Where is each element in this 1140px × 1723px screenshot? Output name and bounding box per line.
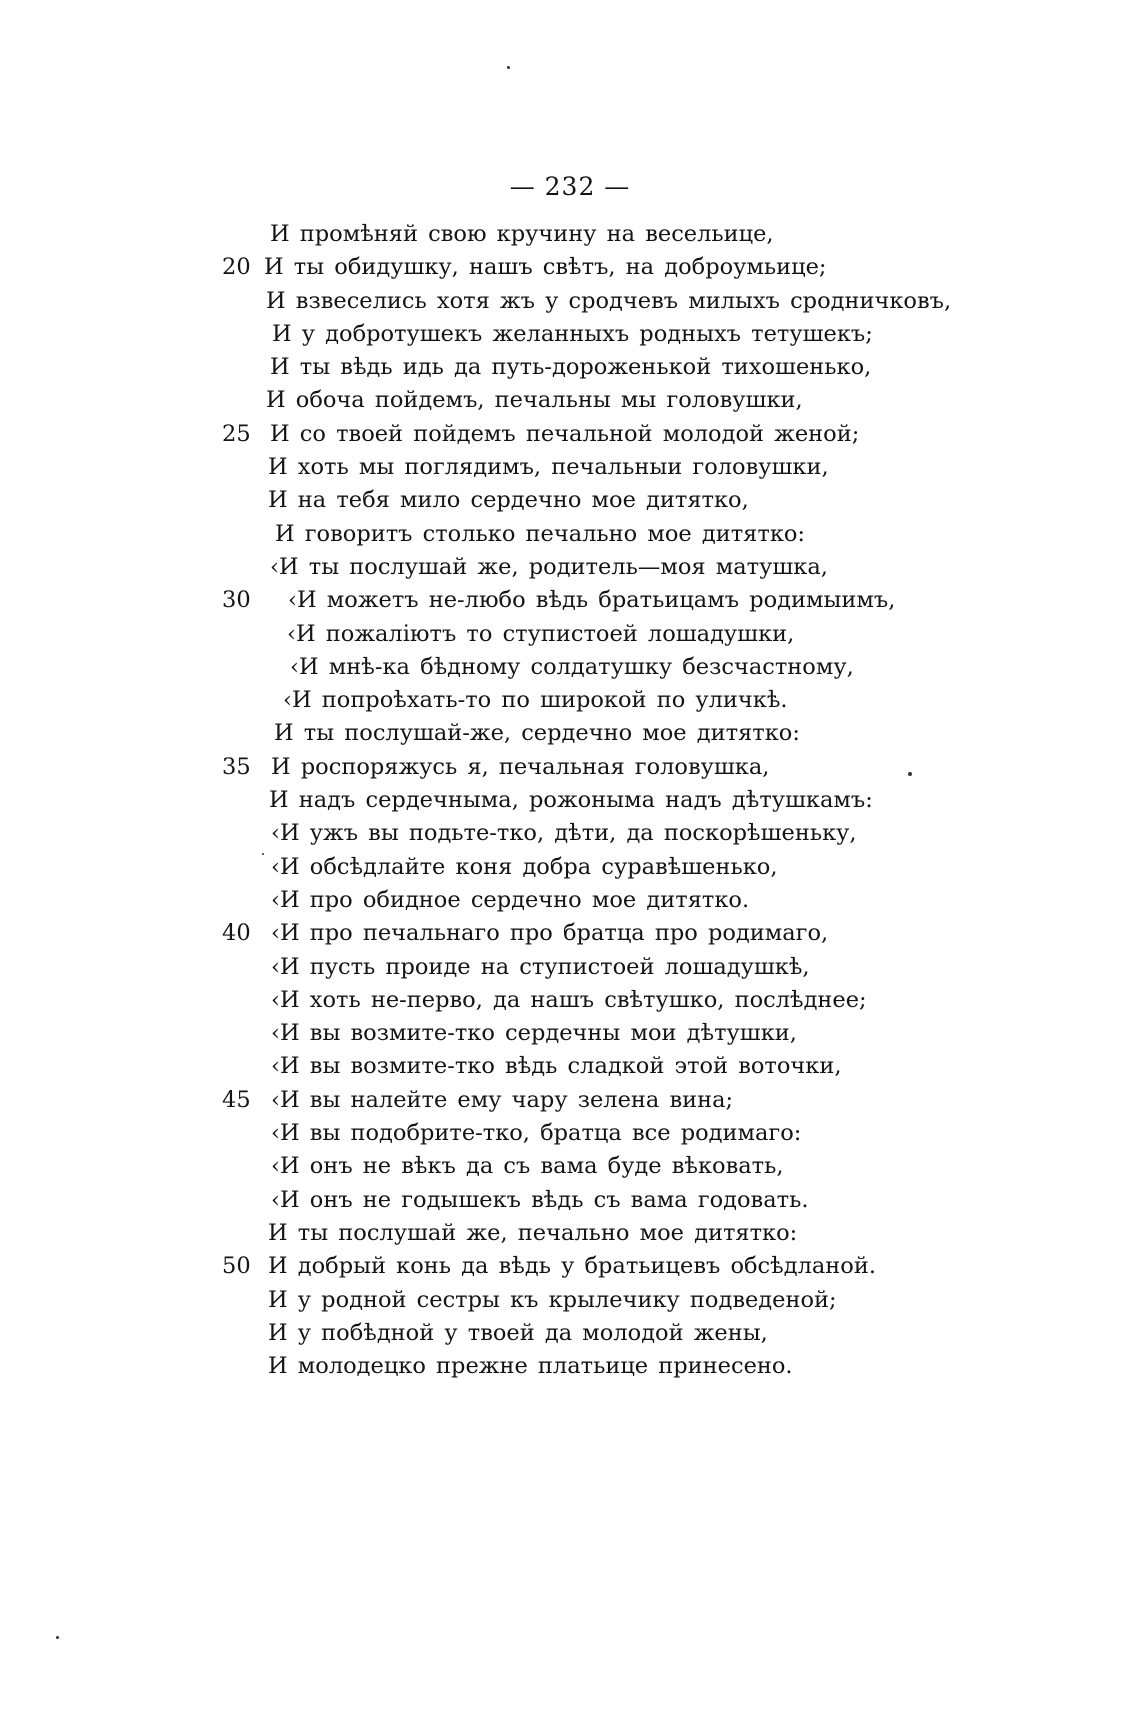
- poem-line: [0, 351, 1140, 384]
- line-text: ‹И хоть не-перво, да нашъ свѣтушко, послѣднее;: [271, 986, 867, 1013]
- line-text: И говоритъ столько печально мое дитятко:: [275, 520, 806, 547]
- line-text: ‹И вы подобрите-тко, братца все родимаго:: [271, 1120, 802, 1147]
- line-text: И у побѣдной у твоей да молодой жены,: [268, 1319, 768, 1346]
- line-text: ‹И про печальнаго про братца про родимаго,: [271, 920, 829, 947]
- poem-line: [0, 951, 1140, 984]
- poem-line: [0, 1150, 1140, 1183]
- line-text: ‹И онъ не вѣкъ да съ вама буде вѣковать,: [271, 1153, 784, 1180]
- line-text: ‹И обсѣдлайте коня добра суравѣшенько,: [271, 853, 778, 880]
- line-number: 45: [222, 1086, 251, 1113]
- poem-line: [0, 451, 1140, 484]
- line-text: И молодецко прежне платьице принесено.: [268, 1353, 793, 1380]
- line-number: 30: [222, 587, 251, 614]
- line-text: И у родной сестры къ крылечику подведеной;: [268, 1286, 837, 1313]
- line-text: И ты вѣдь идь да путь-дороженькой тихошенько,: [270, 354, 872, 381]
- line-text: ‹И ужъ вы подьте-тко, дѣти, да поскорѣшеньку,: [271, 820, 857, 847]
- poem-line: [0, 651, 1140, 684]
- poem-line: [0, 851, 1140, 884]
- poem-line: [0, 318, 1140, 351]
- line-text: ‹И онъ не годышекъ вѣдь съ вама годовать.: [271, 1186, 809, 1213]
- line-text: И ты обидушку, нашъ свѣтъ, на доброумьице;: [264, 254, 827, 281]
- poem-line: [0, 551, 1140, 584]
- line-text: ‹И можетъ не-любо вѣдь братьицамъ родимыимъ,: [288, 587, 896, 614]
- poem-line: [0, 1317, 1140, 1350]
- line-text: ‹И пожалiютъ то ступистоей лошадушки,: [287, 620, 795, 647]
- line-text: И у добротушекъ желанныхъ родныхъ тетушекъ;: [272, 320, 873, 347]
- poem-line: [0, 1284, 1140, 1317]
- ink-speck: [507, 66, 510, 69]
- line-number: 50: [222, 1253, 251, 1280]
- line-text: И добрый конь да вѣдь у братьицевъ обсѣдланой.: [268, 1253, 876, 1280]
- poem-line: [0, 1050, 1140, 1083]
- line-text: ‹И попроѣхать-то по широкой по уличкѣ.: [283, 687, 788, 714]
- line-text: ‹И ты послушай же, родитель—моя матушка,: [270, 553, 828, 580]
- poem-line: [0, 384, 1140, 417]
- page-number: — 232 —: [509, 172, 631, 201]
- line-text: ‹И вы возмите-тко сердечны мои дѣтушки,: [271, 1020, 797, 1047]
- line-text: И хоть мы поглядимъ, печальныи головушки,: [268, 454, 829, 481]
- line-text: И промѣняй свою кручину на весельице,: [270, 221, 774, 247]
- poem-line: [0, 518, 1140, 551]
- poem-text: [0, 218, 1140, 1383]
- poem-line: [0, 618, 1140, 651]
- poem-line: [0, 684, 1140, 717]
- line-text: ‹И пусть проиде на ступистоей лошадушкѣ,: [271, 953, 810, 980]
- line-number: 35: [222, 753, 251, 780]
- ink-speck: [56, 1636, 59, 1639]
- line-text: И роспоряжусь я, печальная головушка,: [271, 753, 770, 780]
- poem-line: [0, 1017, 1140, 1050]
- poem-line: [0, 784, 1140, 817]
- line-text: И надъ сердечныма, рожоныма надъ дѣтушкамъ:: [269, 787, 873, 814]
- poem-line: [0, 1217, 1140, 1250]
- poem-line: [0, 1084, 1140, 1117]
- line-text: И ты послушай-же, сердечно мое дитятко:: [274, 720, 800, 747]
- poem-line: [0, 984, 1140, 1017]
- poem-line: [0, 717, 1140, 750]
- poem-line: [0, 751, 1140, 784]
- line-number: 20: [222, 254, 251, 281]
- line-text: ‹И вы возмите-тко вѣдь сладкой этой воточки,: [271, 1053, 842, 1080]
- line-text: ‹И вы налейте ему чару зелена вина;: [271, 1086, 734, 1113]
- poem-line: [0, 1350, 1140, 1383]
- poem-line: [0, 418, 1140, 451]
- line-text: И со твоей пойдемъ печальной молодой женой;: [270, 420, 860, 447]
- line-number: 25: [222, 420, 251, 447]
- poem-line: [0, 1117, 1140, 1150]
- poem-line: [0, 884, 1140, 917]
- line-text: И на тебя мило сердечно мое дитятко,: [268, 487, 749, 514]
- line-text: ‹И мнѣ-ка бѣдному солдатушку безсчастному,: [290, 653, 854, 680]
- poem-line: [0, 285, 1140, 318]
- poem-line: [0, 1250, 1140, 1283]
- poem-line: [0, 584, 1140, 617]
- poem-line: [0, 1184, 1140, 1217]
- line-text: И взвеселись хотя жъ у сродчевъ милыхъ сродничковъ,: [266, 287, 952, 314]
- line-text: ‹И про обидное сердечно мое дитятко.: [271, 886, 750, 913]
- poem-line: [0, 484, 1140, 517]
- poem-line: [0, 917, 1140, 950]
- line-text: И обоча пойдемъ, печальны мы головушки,: [266, 387, 803, 414]
- poem-line: [0, 251, 1140, 284]
- poem-line: [0, 218, 1140, 251]
- poem-line: [0, 817, 1140, 850]
- line-number: 40: [222, 920, 251, 947]
- line-text: И ты послушай же, печально мое дитятко:: [268, 1219, 798, 1246]
